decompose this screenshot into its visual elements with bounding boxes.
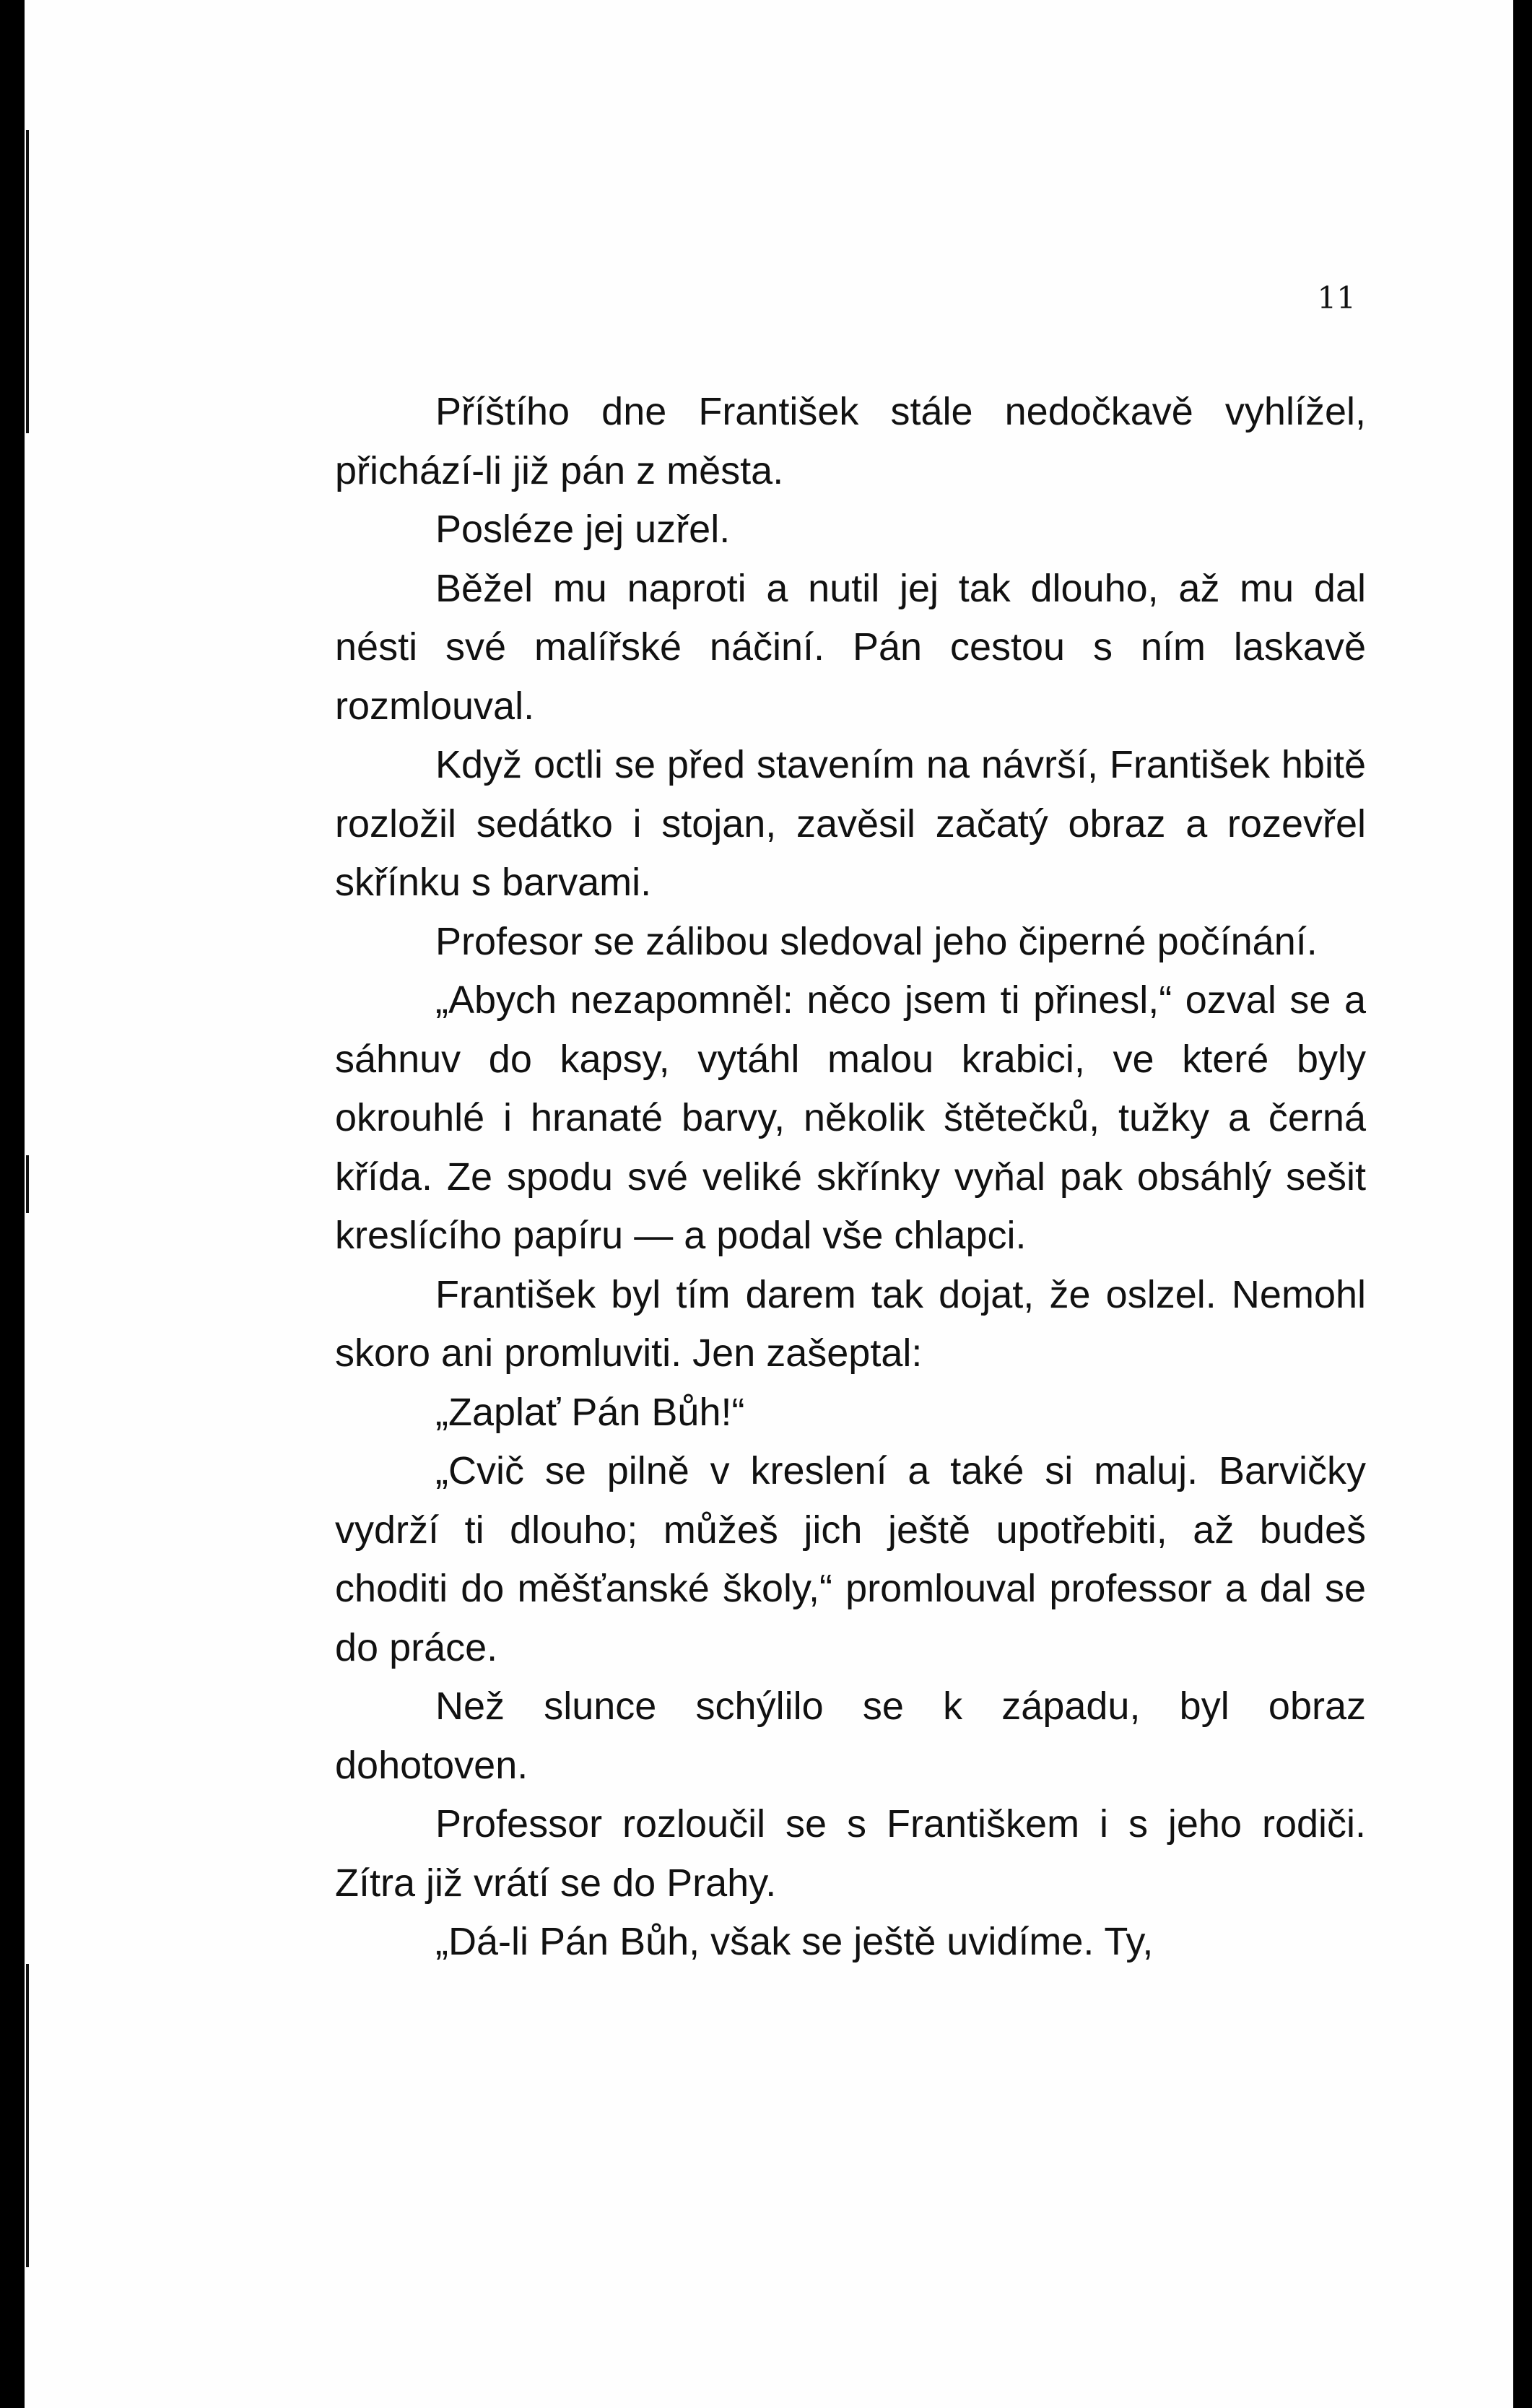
- paragraph: Než slunce schýlilo se k západu, byl obraz dohotoven.: [335, 1685, 1366, 1787]
- paragraph: Když octli se před stavením na návrší, František hbitě rozložil sedátko i stojan, zavěsil začatý obraz a rozevřel skřínku s barvami.: [335, 743, 1366, 904]
- paragraph: Příštího dne František stále nedočkavě vyhlížel, přichází-li již pán z města.: [335, 390, 1366, 492]
- scan-right-border: [1513, 0, 1532, 2408]
- paragraph: Profesor se zálibou sledoval jeho čiperné počínání.: [435, 919, 1318, 963]
- body-text: [335, 383, 1366, 1972]
- paragraph: „Abych nezapomněl: něco jsem ti přinesl,“ ozval se a sáhnuv do kapsy, vytáhl malou krabici, ve které byly okrouhlé i hranaté barvy, několik štětečků, tužky a černá křída. Ze spodu své veliké skřínky vyňal pak obsáhlý sešit kreslícího papíru — a podal vše chlapci.: [335, 978, 1366, 1257]
- book-page: [25, 0, 1513, 2408]
- scan-left-border: [0, 0, 25, 2408]
- paragraph: Professor rozloučil se s Františkem i s jeho rodiči. Zítra již vrátí se do Prahy.: [335, 1802, 1366, 1905]
- paragraph: Posléze jej uzřel.: [435, 508, 731, 551]
- paragraph: „Dá-li Pán Bůh, však se ještě uvidíme. Ty,: [435, 1920, 1154, 1963]
- binding-edge-mark: [26, 130, 29, 433]
- paragraph: „Cvič se pilně v kreslení a také si maluj. Barvičky vydrží ti dlouho; můžeš jich ještě upotřebiti, až budeš choditi do měšťanské školy,“ promlouval professor a dal se do práce.: [335, 1449, 1366, 1669]
- binding-edge-mark: [26, 1155, 29, 1213]
- paragraph: „Zaplať Pán Bůh!“: [435, 1390, 745, 1434]
- paragraph: František byl tím darem tak dojat, že oslzel. Nemohl skoro ani promluviti. Jen zašeptal:: [335, 1272, 1366, 1375]
- binding-edge-mark: [26, 1964, 29, 2267]
- paragraph: Běžel mu naproti a nutil jej tak dlouho, až mu dal nésti své malířské náčiní. Pán cestou s ním laskavě rozmlouval.: [335, 566, 1366, 728]
- page-number: 11: [1317, 280, 1356, 316]
